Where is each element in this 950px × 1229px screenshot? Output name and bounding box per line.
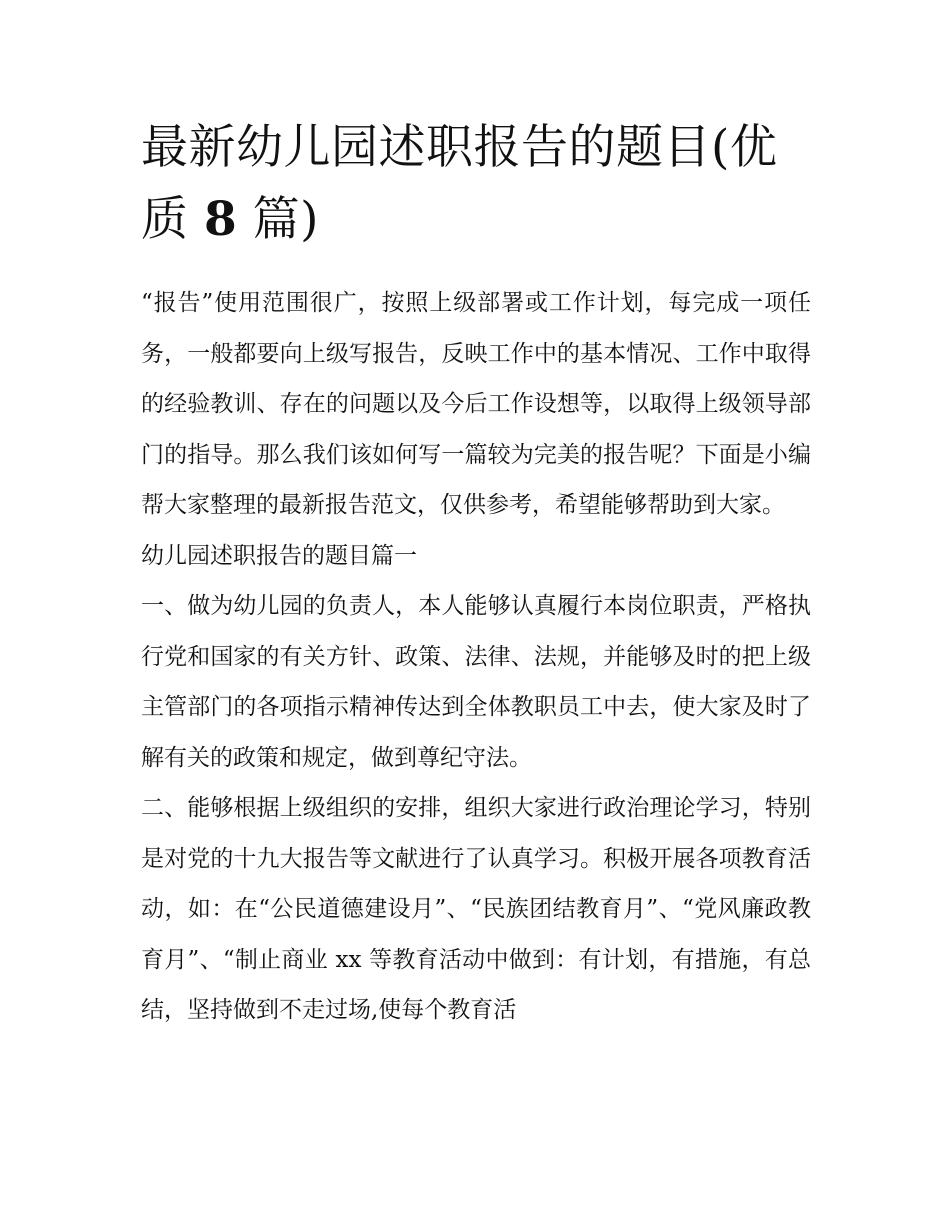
body-paragraph-1: 一、做为幼儿园的负责人，本人能够认真履行本岗位职责，严格执行党和国家的有关方针、政策、法律、法规，并能够及时的把上级主管部门的各项指示精神传达到全体教职员工中去，使大家及时了解有关的政策和规定，做到尊纪守法。 — [141, 593, 811, 771]
document-title: 最新幼儿园述职报告的题目(优质 8 篇) — [141, 120, 778, 247]
intro-paragraph: “报告”使用范围很广，按照上级部署或工作计划，每完成一项任务，一般都要向上级写报告，反映工作中的基本情况、工作中取得的经验教训、存在的问题以及今后工作设想等，以取得上级领导部门的指导。那么我们该如何写一篇较为完美的报告呢？下面是小编帮大家整理的最新报告范文，仅供参考，希望能够帮助到大家。 — [141, 290, 811, 518]
body-paragraph-2: 二、能够根据上级组织的安排，组织大家进行政治理论学习，特别是对党的十九大报告等文献进行了认真学习。积极开展各项教育活动，如：在“公民道德建设月”、“民族团结教育月”、“党风廉政教育月”、“制止商业 xx 等教育活动中做到：有计划，有措施，有总结，坚持做到不走过场,使每个教育活 — [141, 795, 811, 1023]
document-page — [141, 112, 811, 1036]
section-heading: 幼儿园述职报告的题目篇一 — [141, 542, 417, 569]
document-body — [141, 278, 811, 1036]
